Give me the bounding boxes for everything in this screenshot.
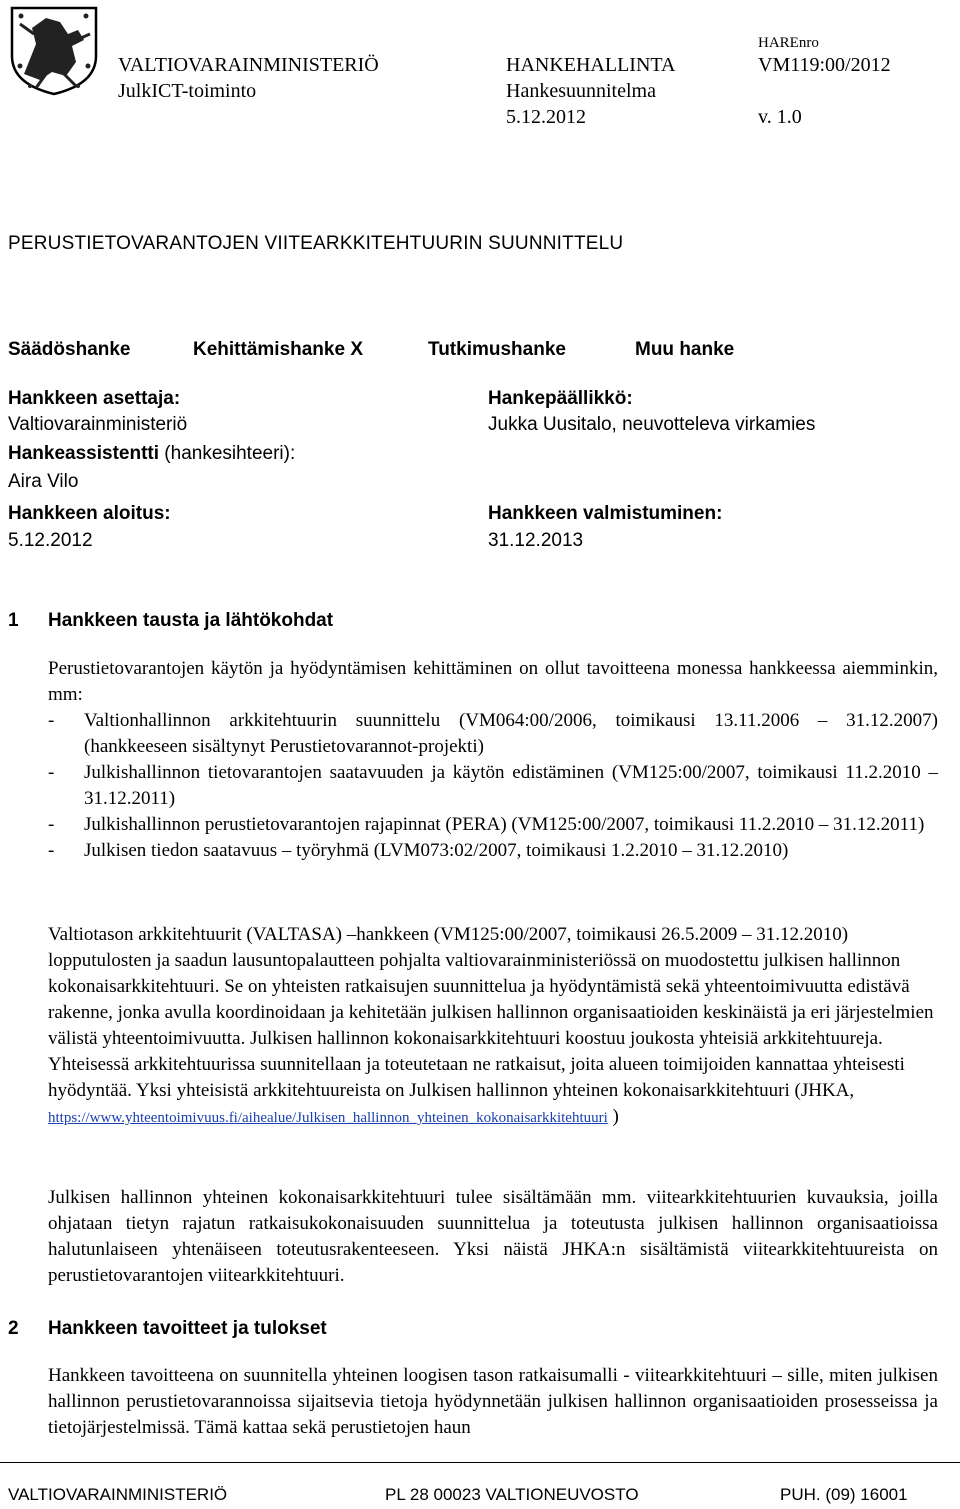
section-1-number: 1 — [8, 610, 19, 631]
paragraph-2-close: ) — [607, 1106, 619, 1127]
paragraph-2-text: Valtiotason arkkitehtuurit (VALTASA) –hankkeen (VM125:00/2007, toimikausi 26.5.2009 – 31.12.2010) lopputulosten ja saadun lausuntopalautteen pohjalta valtiovarainministeriössä on muodostettu julkisen hallinnon kokonaisarkkitehtuuri. Se on yhteisten ratkaisujen suunnittelua ja hyödyntämistä sekä yhteentoimivuutta edistävä rakenne, jonka avulla koordinoidaan ja kehitetään julkisen hallinnon organisaatioiden keskinäistä ja eri järjestelmien välistä yhteentoimivuutta. Julkisen hallinnon kokonaisarkkitehtuuri koostuu joukosta yhteisiä arkkitehtuureja. Yhteisessä arkkitehtuurissa suunnitellaan ja toteutetaan ne ratkaisut, joita alueen toimijoiden kannattaa yhteisesti hyödyntää. Yksi yhteisistä arkkitehtuureista on Julkisen hallinnon yhteinen kokonaisarkkitehtuuri — [48, 924, 934, 1101]
section-1-paragraph-3 — [48, 1185, 938, 1289]
section-1-body — [48, 656, 938, 864]
assistant-value: Aira Vilo — [8, 471, 79, 492]
section-2-heading: Hankkeen tavoitteet ja tulokset — [48, 1318, 327, 1339]
list-item: - Julkisen tiedon saatavuus – työryhmä (LVM073:02/2007, toimikausi 1.2.2010 – 31.12.2010) — [48, 838, 938, 864]
header-doc-type: HANKEHALLINTA — [506, 54, 676, 76]
footer-phone: PUH. (09) 16001 — [780, 1485, 908, 1504]
jhka-link[interactable]: https://www.yhteentoimivuus.fi/aihealue/Julkisen_hallinnon_yhteinen_kokonaisarkkitehtuuri — [48, 1110, 608, 1126]
section-2-body — [48, 1363, 938, 1441]
list-item: - Julkishallinnon perustietovarantojen rajapinnat (PERA) (VM125:00/2007, toimikausi 11.2.2010 – 31.12.2011) — [48, 812, 938, 838]
start-label: Hankkeen aloitus: — [8, 503, 171, 524]
header-reg-number: VM119:00/2012 — [758, 54, 891, 76]
document-title: PERUSTIETOVARANTOJEN VIITEARKKITEHTUURIN SUUNNITTELU — [8, 233, 624, 254]
section-2-number: 2 — [8, 1318, 19, 1339]
paragraph-3-text: Julkisen hallinnon yhteinen kokonaisarkkitehtuuri tulee sisältämään mm. viitearkkitehtuurien kuvauksia, joilla ohjataan tietyn rajatun ratkaisukokonaisuuden suunnittelua ja toteutusta julkisen hallinnon organisaatioissa halutunlaiseen yhtenäiseen toteutusrakenteeseen. Yksi näistä JHKA:n sisältämistä viitearkkitehtuureista on perustietovarantojen viitearkkitehtuuri. — [48, 1187, 938, 1286]
end-value: 31.12.2013 — [488, 530, 584, 551]
project-type-research: Tutkimushanke — [428, 339, 566, 360]
setter-value: Valtiovarainministeriö — [8, 414, 188, 435]
assistant-label — [8, 443, 295, 465]
manager-value: Jukka Uusitalo, neuvotteleva virkamies — [488, 414, 816, 435]
end-label: Hankkeen valmistuminen: — [488, 503, 723, 524]
coat-of-arms-logo — [6, 4, 102, 96]
start-value: 5.12.2012 — [8, 530, 93, 551]
project-type-legislative: Säädöshanke — [8, 339, 131, 360]
header-date: 5.12.2012 — [506, 106, 586, 128]
footer-address: PL 28 00023 VALTIONEUVOSTO — [385, 1485, 639, 1504]
assistant-label-rest: (hankesihteeri): — [159, 443, 296, 464]
paragraph-2-open: (JHKA, — [794, 1080, 855, 1101]
section-1-list — [48, 708, 938, 864]
project-type-other: Muu hanke — [635, 339, 735, 360]
section-1-heading: Hankkeen tausta ja lähtökohdat — [48, 610, 334, 631]
page-footer — [0, 1462, 960, 1509]
manager-label: Hankepäällikkö: — [488, 388, 633, 409]
header-version: v. 1.0 — [758, 106, 802, 128]
setter-label: Hankkeen asettaja: — [8, 388, 181, 409]
section-2-paragraph-1: Hankkeen tavoitteena on suunnitella yhteinen loogisen tason ratkaisumalli - viitearkkitehtuuri – sille, miten julkisen hallinnon perustietovarannoissa sijaitsevia tietoja hyödynnetään julkisen hallinnon organisaatioiden prosesseissa ja tietojärjestelmissä. Tämä kattaa sekä perustietojen haun — [48, 1365, 938, 1438]
list-item: - Julkishallinnon tietovarantojen saatavuuden ja käytön edistäminen (VM125:00/2007, toimikausi 11.2.2010 – 31.12.2011) — [48, 760, 938, 812]
header-unit: JulkICT-toiminto — [118, 80, 257, 102]
header-doc-subtype: Hankesuunnitelma — [506, 80, 656, 102]
section-1-intro: Perustietovarantojen käytön ja hyödyntämisen kehittäminen on ollut tavoitteena monessa hankkeessa aiemminkin, mm: — [48, 658, 938, 705]
list-item: - Valtionhallinnon arkkitehtuurin suunnittelu (VM064:00/2006, toimikausi 13.11.2006 – 31.12.2007) (hankkeeseen sisältynyt Perustietovarannot-projekti) — [48, 708, 938, 760]
footer-ministry: VALTIOVARAINMINISTERIÖ — [8, 1485, 228, 1504]
assistant-label-main: Hankeassistentti — [8, 443, 160, 464]
section-1-paragraph-2 — [48, 922, 938, 1131]
header-ministry: VALTIOVARAINMINISTERIÖ — [118, 54, 379, 76]
project-type-development: Kehittämishanke X — [193, 339, 363, 360]
header-reg-label: HAREnro — [758, 35, 819, 51]
